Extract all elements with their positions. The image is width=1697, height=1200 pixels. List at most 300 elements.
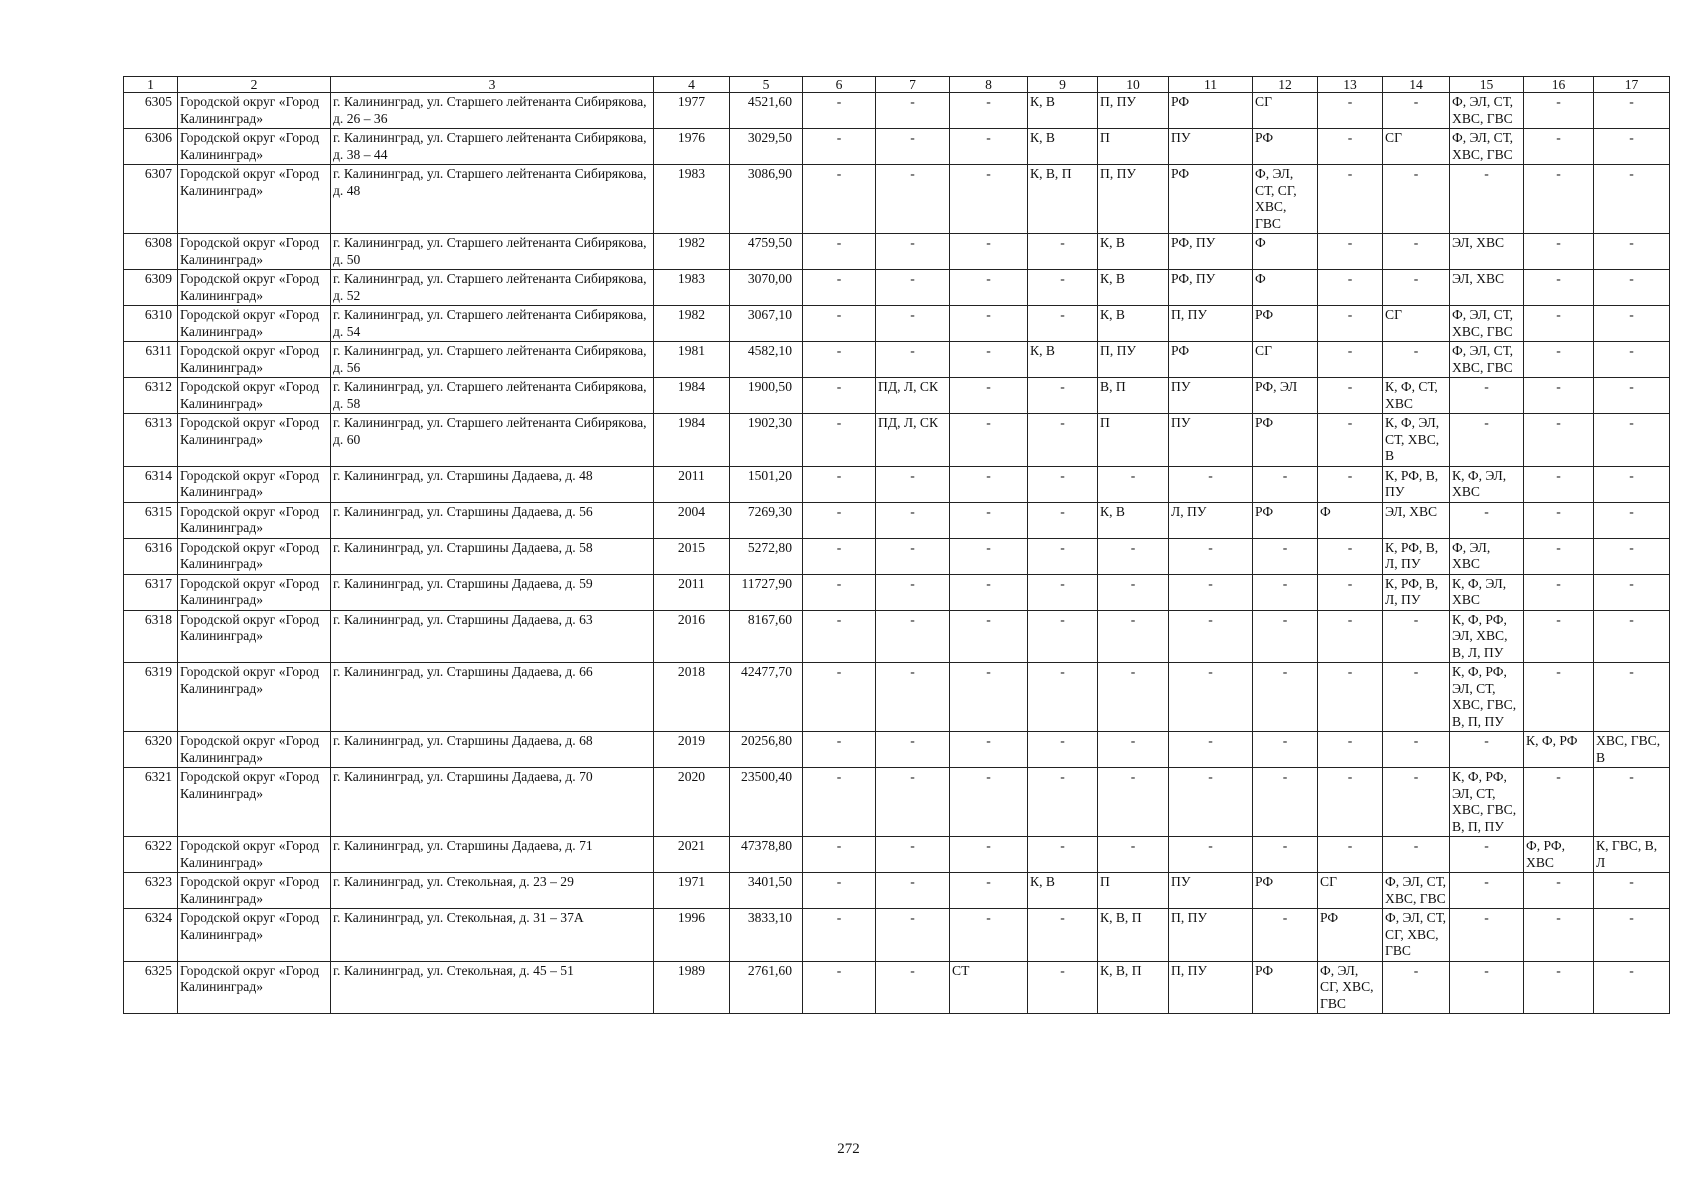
- table-cell: -: [1594, 466, 1670, 502]
- table-cell: Ф, ЭЛ, СТ, ХВС, ГВС: [1450, 129, 1524, 165]
- table-cell: г. Калининград, ул. Старшины Дадаева, д. 63: [331, 610, 654, 663]
- table-cell: -: [1524, 342, 1594, 378]
- table-cell: ПУ: [1169, 414, 1253, 467]
- table-cell: -: [950, 873, 1028, 909]
- table-cell: ЭЛ, ХВС: [1450, 234, 1524, 270]
- table-cell: г. Калининград, ул. Старшины Дадаева, д. 66: [331, 663, 654, 732]
- table-cell: Ф: [1253, 270, 1318, 306]
- table-cell: -: [1318, 663, 1383, 732]
- table-cell: г. Калининград, ул. Старшего лейтенанта Сибирякова, д. 56: [331, 342, 654, 378]
- table-cell: -: [1028, 270, 1098, 306]
- table-cell: -: [1028, 574, 1098, 610]
- row-number-cell: 6309: [124, 270, 178, 306]
- table-cell: -: [803, 873, 876, 909]
- table-cell: 2019: [654, 732, 730, 768]
- table-cell: г. Калининград, ул. Старшего лейтенанта Сибирякова, д. 52: [331, 270, 654, 306]
- table-cell: РФ: [1318, 909, 1383, 962]
- table-cell: РФ: [1253, 129, 1318, 165]
- table-cell: -: [1169, 574, 1253, 610]
- table-cell: -: [876, 270, 950, 306]
- table-cell: СГ: [1253, 342, 1318, 378]
- table-cell: -: [1524, 306, 1594, 342]
- table-cell: -: [1594, 909, 1670, 962]
- table-cell: -: [803, 837, 876, 873]
- table-cell: РФ: [1253, 306, 1318, 342]
- table-cell: Городской округ «Город Калининград»: [178, 414, 331, 467]
- table-row: [124, 961, 1670, 1014]
- table-row: [124, 466, 1670, 502]
- row-number-cell: 6321: [124, 768, 178, 837]
- table-cell: -: [1028, 466, 1098, 502]
- table-cell: П, ПУ: [1098, 342, 1169, 378]
- table-cell: -: [1028, 610, 1098, 663]
- table-cell: 20256,80: [730, 732, 803, 768]
- table-cell: -: [1253, 574, 1318, 610]
- table-cell: Городской округ «Город Калининград»: [178, 378, 331, 414]
- row-number-cell: 6313: [124, 414, 178, 467]
- table-cell: 1984: [654, 414, 730, 467]
- table-cell: Ф: [1318, 502, 1383, 538]
- table-cell: РФ: [1253, 961, 1318, 1014]
- table-cell: -: [1169, 466, 1253, 502]
- table-cell: 1984: [654, 378, 730, 414]
- table-cell: 2018: [654, 663, 730, 732]
- table-cell: -: [1318, 414, 1383, 467]
- table-cell: -: [1594, 538, 1670, 574]
- table-row: [124, 270, 1670, 306]
- table-row: [124, 234, 1670, 270]
- table-cell: -: [1318, 234, 1383, 270]
- table-row: [124, 538, 1670, 574]
- table-cell: -: [950, 165, 1028, 234]
- table-row: [124, 768, 1670, 837]
- table-cell: Городской округ «Город Калининград»: [178, 732, 331, 768]
- table-cell: 1501,20: [730, 466, 803, 502]
- table-cell: 3086,90: [730, 165, 803, 234]
- table-cell: -: [1318, 378, 1383, 414]
- table-cell: ЭЛ, ХВС: [1383, 502, 1450, 538]
- table-cell: П, ПУ: [1169, 909, 1253, 962]
- table-cell: -: [1028, 837, 1098, 873]
- row-number-cell: 6314: [124, 466, 178, 502]
- table-cell: К, Ф, ЭЛ, ХВС: [1450, 574, 1524, 610]
- table-cell: 2016: [654, 610, 730, 663]
- table-cell: -: [1450, 502, 1524, 538]
- table-cell: -: [1169, 837, 1253, 873]
- table-cell: г. Калининград, ул. Старшины Дадаева, д. 59: [331, 574, 654, 610]
- table-row: [124, 378, 1670, 414]
- table-cell: 3070,00: [730, 270, 803, 306]
- row-number-cell: 6319: [124, 663, 178, 732]
- table-cell: К, Ф, РФ, ЭЛ, ХВС, В, Л, ПУ: [1450, 610, 1524, 663]
- table-cell: -: [803, 909, 876, 962]
- table-cell: -: [1028, 663, 1098, 732]
- table-cell: К, Ф, РФ: [1524, 732, 1594, 768]
- row-number-cell: 6317: [124, 574, 178, 610]
- table-cell: 3401,50: [730, 873, 803, 909]
- column-number-cell: 17: [1594, 77, 1670, 93]
- table-cell: 5272,80: [730, 538, 803, 574]
- table-cell: РФ: [1253, 873, 1318, 909]
- table-cell: -: [876, 768, 950, 837]
- table-cell: -: [803, 234, 876, 270]
- table-row: [124, 502, 1670, 538]
- table-row: [124, 909, 1670, 962]
- column-number-cell: 12: [1253, 77, 1318, 93]
- table-cell: г. Калининград, ул. Стекольная, д. 31 – 37А: [331, 909, 654, 962]
- table-cell: ПД, Л, СК: [876, 414, 950, 467]
- table-cell: К, В: [1028, 129, 1098, 165]
- column-number-cell: 7: [876, 77, 950, 93]
- row-number-cell: 6311: [124, 342, 178, 378]
- table-cell: -: [1594, 342, 1670, 378]
- table-cell: РФ: [1253, 414, 1318, 467]
- table-cell: Городской округ «Город Калининград»: [178, 837, 331, 873]
- table-cell: -: [803, 342, 876, 378]
- table-cell: -: [1098, 538, 1169, 574]
- table-cell: К, ГВС, В, Л: [1594, 837, 1670, 873]
- table-cell: 4759,50: [730, 234, 803, 270]
- table-cell: 1996: [654, 909, 730, 962]
- table-cell: -: [1524, 414, 1594, 467]
- table-cell: -: [1383, 837, 1450, 873]
- table-cell: -: [950, 342, 1028, 378]
- table-cell: Городской округ «Город Калининград»: [178, 502, 331, 538]
- column-number-cell: 4: [654, 77, 730, 93]
- table-cell: К, В: [1098, 270, 1169, 306]
- table-cell: 1900,50: [730, 378, 803, 414]
- table-row: [124, 306, 1670, 342]
- table-cell: -: [876, 663, 950, 732]
- table-cell: К, В: [1028, 93, 1098, 129]
- table-cell: -: [1098, 610, 1169, 663]
- table-cell: -: [1450, 873, 1524, 909]
- table-cell: Ф, ЭЛ, СТ, СГ, ХВС, ГВС: [1383, 909, 1450, 962]
- table-cell: -: [1594, 663, 1670, 732]
- table-cell: -: [803, 165, 876, 234]
- table-cell: К, В: [1098, 306, 1169, 342]
- table-cell: П, ПУ: [1098, 93, 1169, 129]
- table-cell: -: [1524, 466, 1594, 502]
- table-cell: -: [1318, 732, 1383, 768]
- table-cell: -: [950, 93, 1028, 129]
- table-row: [124, 165, 1670, 234]
- row-number-cell: 6310: [124, 306, 178, 342]
- table-cell: Городской округ «Город Калининград»: [178, 961, 331, 1014]
- column-number-cell: 8: [950, 77, 1028, 93]
- table-cell: -: [1318, 165, 1383, 234]
- table-cell: -: [950, 538, 1028, 574]
- table-cell: Ф, ЭЛ, СТ, ХВС, ГВС: [1450, 342, 1524, 378]
- table-cell: 2011: [654, 574, 730, 610]
- table-cell: -: [1594, 873, 1670, 909]
- table-cell: -: [1524, 378, 1594, 414]
- table-cell: -: [1169, 610, 1253, 663]
- table-cell: ПУ: [1169, 873, 1253, 909]
- column-number-cell: 10: [1098, 77, 1169, 93]
- row-number-cell: 6320: [124, 732, 178, 768]
- table-cell: -: [1318, 610, 1383, 663]
- table-cell: -: [1524, 768, 1594, 837]
- table-cell: г. Калининград, ул. Старшины Дадаева, д. 70: [331, 768, 654, 837]
- table-cell: -: [1318, 466, 1383, 502]
- table-cell: -: [1383, 961, 1450, 1014]
- table-cell: Городской округ «Город Калининград»: [178, 234, 331, 270]
- table-cell: 1971: [654, 873, 730, 909]
- table-cell: -: [1383, 610, 1450, 663]
- table-cell: -: [1318, 93, 1383, 129]
- table-cell: Ф, ЭЛ, ХВС: [1450, 538, 1524, 574]
- table-cell: 47378,80: [730, 837, 803, 873]
- table-cell: К, В: [1028, 873, 1098, 909]
- table-cell: 2021: [654, 837, 730, 873]
- table-cell: -: [1594, 234, 1670, 270]
- table-cell: ПУ: [1169, 129, 1253, 165]
- column-number-cell: 3: [331, 77, 654, 93]
- table-cell: -: [803, 414, 876, 467]
- table-cell: -: [1594, 502, 1670, 538]
- table-cell: -: [876, 574, 950, 610]
- table-cell: Ф, ЭЛ, СТ, ХВС, ГВС: [1450, 306, 1524, 342]
- table-cell: -: [1383, 93, 1450, 129]
- table-cell: К, В, П: [1028, 165, 1098, 234]
- table-cell: -: [1450, 837, 1524, 873]
- table-cell: -: [1383, 270, 1450, 306]
- table-cell: 3833,10: [730, 909, 803, 962]
- table-cell: -: [1594, 768, 1670, 837]
- table-cell: 1976: [654, 129, 730, 165]
- table-cell: -: [876, 466, 950, 502]
- table-cell: К, В: [1098, 502, 1169, 538]
- table-cell: РФ: [1253, 502, 1318, 538]
- row-number-cell: 6316: [124, 538, 178, 574]
- table-cell: -: [876, 732, 950, 768]
- table-cell: 7269,30: [730, 502, 803, 538]
- table-cell: -: [1383, 165, 1450, 234]
- table-cell: -: [950, 378, 1028, 414]
- table-cell: -: [950, 837, 1028, 873]
- table-cell: -: [876, 961, 950, 1014]
- column-number-cell: 9: [1028, 77, 1098, 93]
- table-cell: -: [1383, 234, 1450, 270]
- table-cell: К, РФ, В, ПУ: [1383, 466, 1450, 502]
- table-cell: Ф, ЭЛ, СТ, ХВС, ГВС: [1450, 93, 1524, 129]
- table-cell: -: [1098, 768, 1169, 837]
- table-cell: -: [1253, 663, 1318, 732]
- column-number-cell: 6: [803, 77, 876, 93]
- table-cell: Городской округ «Город Калининград»: [178, 466, 331, 502]
- table-cell: К, Ф, РФ, ЭЛ, СТ, ХВС, ГВС, В, П, ПУ: [1450, 768, 1524, 837]
- table-cell: -: [803, 93, 876, 129]
- table-cell: -: [950, 574, 1028, 610]
- table-cell: -: [1383, 663, 1450, 732]
- table-cell: -: [950, 466, 1028, 502]
- table-cell: В, П: [1098, 378, 1169, 414]
- table-cell: -: [1594, 378, 1670, 414]
- table-cell: 2020: [654, 768, 730, 837]
- row-number-cell: 6305: [124, 93, 178, 129]
- table-cell: К, В, П: [1098, 909, 1169, 962]
- table-cell: РФ, ПУ: [1169, 234, 1253, 270]
- table-cell: -: [1524, 93, 1594, 129]
- table-cell: -: [1318, 129, 1383, 165]
- table-cell: -: [1524, 909, 1594, 962]
- table-cell: Ф, ЭЛ, СТ, ХВС, ГВС: [1383, 873, 1450, 909]
- row-number-cell: 6324: [124, 909, 178, 962]
- table-cell: -: [1318, 342, 1383, 378]
- column-number-cell: 16: [1524, 77, 1594, 93]
- table-cell: -: [803, 502, 876, 538]
- table-cell: -: [876, 538, 950, 574]
- table-cell: -: [1169, 663, 1253, 732]
- table-cell: 8167,60: [730, 610, 803, 663]
- table-cell: г. Калининград, ул. Старшины Дадаева, д. 58: [331, 538, 654, 574]
- table-cell: 2004: [654, 502, 730, 538]
- table-cell: -: [1253, 610, 1318, 663]
- row-number-cell: 6306: [124, 129, 178, 165]
- table-cell: -: [803, 732, 876, 768]
- table-cell: г. Калининград, ул. Старшины Дадаева, д. 68: [331, 732, 654, 768]
- column-number-cell: 15: [1450, 77, 1524, 93]
- table-cell: -: [1450, 909, 1524, 962]
- column-number-cell: 14: [1383, 77, 1450, 93]
- table-cell: 1977: [654, 93, 730, 129]
- table-cell: -: [1098, 732, 1169, 768]
- table-cell: -: [950, 732, 1028, 768]
- table-cell: -: [1594, 306, 1670, 342]
- table-cell: Ф, ЭЛ, СГ, ХВС, ГВС: [1318, 961, 1383, 1014]
- table-cell: К, Ф, СТ, ХВС: [1383, 378, 1450, 414]
- table-cell: -: [876, 93, 950, 129]
- table-cell: -: [876, 837, 950, 873]
- table-cell: -: [950, 270, 1028, 306]
- table-cell: -: [1028, 909, 1098, 962]
- table-cell: -: [950, 502, 1028, 538]
- table-cell: РФ: [1169, 93, 1253, 129]
- table-cell: РФ, ПУ: [1169, 270, 1253, 306]
- table-cell: СГ: [1383, 129, 1450, 165]
- table-cell: -: [1318, 837, 1383, 873]
- table-cell: -: [1594, 961, 1670, 1014]
- table-cell: П, ПУ: [1169, 961, 1253, 1014]
- table-cell: -: [1253, 538, 1318, 574]
- table-cell: -: [1028, 234, 1098, 270]
- table-row: [124, 837, 1670, 873]
- table-cell: Городской округ «Город Калининград»: [178, 93, 331, 129]
- column-number-cell: 5: [730, 77, 803, 93]
- table-cell: -: [950, 306, 1028, 342]
- table-cell: -: [950, 610, 1028, 663]
- row-number-cell: 6322: [124, 837, 178, 873]
- table-cell: -: [950, 129, 1028, 165]
- table-cell: 4582,10: [730, 342, 803, 378]
- table-cell: -: [803, 306, 876, 342]
- table-cell: -: [1524, 234, 1594, 270]
- table-cell: -: [1318, 306, 1383, 342]
- table-cell: ПУ: [1169, 378, 1253, 414]
- table-cell: Городской округ «Город Калининград»: [178, 306, 331, 342]
- table-cell: -: [1028, 502, 1098, 538]
- table-cell: -: [803, 663, 876, 732]
- table-cell: г. Калининград, ул. Старшего лейтенанта Сибирякова, д. 60: [331, 414, 654, 467]
- page-number: 272: [837, 1141, 860, 1157]
- column-number-cell: 11: [1169, 77, 1253, 93]
- row-number-cell: 6312: [124, 378, 178, 414]
- table-cell: -: [1450, 732, 1524, 768]
- table-cell: -: [1098, 837, 1169, 873]
- table-cell: Городской округ «Город Калининград»: [178, 129, 331, 165]
- table-cell: РФ, ЭЛ: [1253, 378, 1318, 414]
- table-cell: -: [1318, 270, 1383, 306]
- row-number-cell: 6323: [124, 873, 178, 909]
- table-cell: ХВС, ГВС, В: [1594, 732, 1670, 768]
- table-cell: -: [1383, 732, 1450, 768]
- table-cell: Городской округ «Город Калининград»: [178, 165, 331, 234]
- table-cell: -: [1524, 663, 1594, 732]
- table-cell: СГ: [1318, 873, 1383, 909]
- table-cell: П, ПУ: [1098, 165, 1169, 234]
- table-cell: -: [1253, 837, 1318, 873]
- table-cell: -: [876, 873, 950, 909]
- table-cell: -: [876, 342, 950, 378]
- table-cell: -: [1524, 538, 1594, 574]
- table-cell: К, Ф, ЭЛ, СТ, ХВС, В: [1383, 414, 1450, 467]
- table-cell: К, Ф, РФ, ЭЛ, СТ, ХВС, ГВС, В, П, ПУ: [1450, 663, 1524, 732]
- table-row: [124, 93, 1670, 129]
- column-number-cell: 13: [1318, 77, 1383, 93]
- table-cell: г. Калининград, ул. Старшины Дадаева, д. 48: [331, 466, 654, 502]
- table-cell: Л, ПУ: [1169, 502, 1253, 538]
- table-cell: -: [1098, 466, 1169, 502]
- table-cell: -: [1524, 574, 1594, 610]
- table-row: [124, 342, 1670, 378]
- table-cell: Ф, ЭЛ, СТ, СГ, ХВС, ГВС: [1253, 165, 1318, 234]
- table-cell: 1983: [654, 270, 730, 306]
- table-cell: -: [876, 610, 950, 663]
- table-cell: -: [1594, 270, 1670, 306]
- table-cell: -: [950, 768, 1028, 837]
- table-row: [124, 129, 1670, 165]
- table-cell: г. Калининград, ул. Старшего лейтенанта Сибирякова, д. 26 – 36: [331, 93, 654, 129]
- table-cell: -: [1098, 574, 1169, 610]
- row-number-cell: 6318: [124, 610, 178, 663]
- table-cell: г. Калининград, ул. Старшего лейтенанта Сибирякова, д. 50: [331, 234, 654, 270]
- table-cell: -: [1169, 538, 1253, 574]
- table-cell: К, В: [1098, 234, 1169, 270]
- table-cell: К, РФ, В, Л, ПУ: [1383, 538, 1450, 574]
- table-cell: -: [803, 270, 876, 306]
- table-cell: -: [803, 466, 876, 502]
- table-cell: -: [803, 610, 876, 663]
- table-cell: г. Калининград, ул. Старшего лейтенанта Сибирякова, д. 54: [331, 306, 654, 342]
- table-cell: -: [876, 165, 950, 234]
- table-cell: -: [1594, 574, 1670, 610]
- table-cell: г. Калининград, ул. Старшины Дадаева, д. 56: [331, 502, 654, 538]
- table-cell: 4521,60: [730, 93, 803, 129]
- table-cell: ЭЛ, ХВС: [1450, 270, 1524, 306]
- table-cell: -: [1028, 414, 1098, 467]
- table-cell: г. Калининград, ул. Старшего лейтенанта Сибирякова, д. 48: [331, 165, 654, 234]
- table-cell: 1983: [654, 165, 730, 234]
- table-cell: -: [1028, 961, 1098, 1014]
- table-cell: -: [1450, 165, 1524, 234]
- table-cell: РФ: [1169, 342, 1253, 378]
- registry-table: [123, 76, 1670, 1014]
- table-cell: -: [876, 909, 950, 962]
- table-cell: СТ: [950, 961, 1028, 1014]
- table-cell: -: [1028, 768, 1098, 837]
- table-cell: -: [950, 909, 1028, 962]
